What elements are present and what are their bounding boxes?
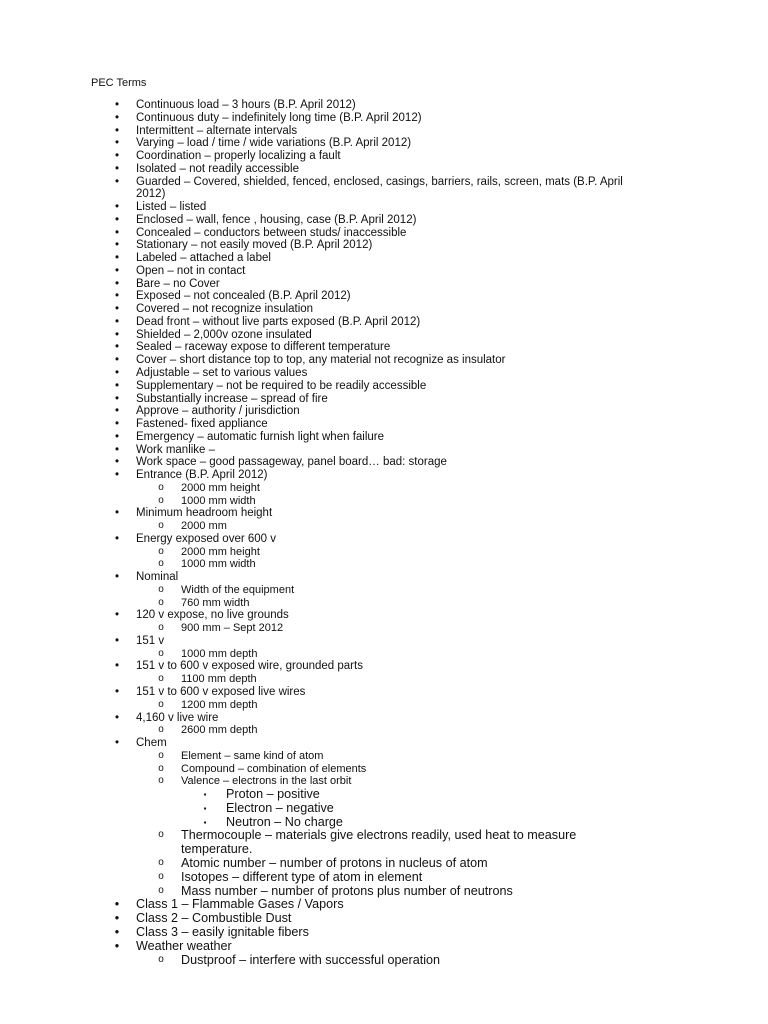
bullet-marker: • bbox=[114, 99, 120, 111]
bullet-marker: • bbox=[114, 367, 120, 379]
list-item-text: 151 v to 600 v exposed live wires bbox=[136, 686, 306, 698]
bullet-marker: • bbox=[114, 925, 120, 939]
sub-bullet-marker: o bbox=[158, 953, 164, 965]
bullet-marker: • bbox=[114, 456, 120, 469]
list-item-text: Proton – positive bbox=[226, 787, 320, 801]
list-item-text: Labeled – attached a label bbox=[136, 252, 271, 265]
sub-bullet-marker: o bbox=[158, 558, 164, 570]
list-item-text: Entrance (B.P. April 2012) bbox=[136, 469, 268, 481]
list-item-text: 151 v bbox=[136, 634, 165, 647]
bullet-marker: • bbox=[114, 609, 120, 622]
bullet-marker: • bbox=[114, 162, 120, 175]
list-item-text: Weather weather bbox=[136, 938, 232, 953]
sub-bullet-marker: o bbox=[158, 545, 164, 557]
list-item-text: Mass number – number of protons plus number of neutrons bbox=[181, 883, 513, 898]
list-item-text: 2012) bbox=[136, 188, 166, 201]
bullet-marker: • bbox=[114, 328, 120, 341]
bullet-marker: • bbox=[114, 175, 120, 188]
bullet-marker: • bbox=[114, 392, 120, 405]
square-bullet-marker: ▪ bbox=[203, 790, 207, 799]
list-item-text: Isolated – not readily accessible bbox=[136, 162, 300, 175]
sub-bullet-marker: o bbox=[158, 494, 164, 506]
list-item-text: Work space – good passageway, panel board… bad: storage bbox=[136, 456, 447, 469]
list-item-text: 1000 mm depth bbox=[181, 647, 258, 660]
list-item-text: Cover – short distance top to top, any material not recognize as insulator bbox=[136, 354, 506, 367]
list-item-text: Dead front – without live parts exposed (B.P. April 2012) bbox=[136, 315, 421, 328]
list-item-text: 1000 mm width bbox=[181, 494, 256, 507]
list-item-text: Continuous duty – indefinitely long time (B.P. April 2012) bbox=[136, 111, 422, 124]
sub-bullet-marker: o bbox=[158, 724, 164, 736]
list-item-text: Continuous load – 3 hours (B.P. April 2012) bbox=[136, 99, 356, 111]
list-item-text: 151 v to 600 v exposed wire, grounded parts bbox=[136, 660, 363, 673]
bullet-marker: • bbox=[114, 213, 120, 226]
bullet-marker: • bbox=[114, 137, 120, 150]
list-item-text: Guarded – Covered, shielded, fenced, enclosed, casings, barriers, rails, screen, mats (B.P. April bbox=[136, 175, 623, 188]
list-item-text: Element – same kind of atom bbox=[181, 749, 324, 762]
bullet-marker: • bbox=[114, 686, 120, 698]
bullet-marker: • bbox=[114, 239, 120, 252]
list-item-text: 900 mm – Sept 2012 bbox=[181, 622, 284, 635]
list-item-text: 4,160 v live wire bbox=[136, 711, 219, 724]
bullet-marker: • bbox=[114, 443, 120, 456]
list-item-text: Energy exposed over 600 v bbox=[136, 532, 277, 545]
sub-bullet-marker: o bbox=[158, 829, 164, 841]
list-item-text: 1100 mm depth bbox=[181, 673, 257, 686]
bullet-marker: • bbox=[114, 354, 120, 367]
list-item-text: Approve – authority / jurisdiction bbox=[136, 405, 300, 418]
bullet-marker: • bbox=[114, 111, 120, 124]
bullet-marker: • bbox=[114, 264, 120, 277]
sub-bullet-marker: o bbox=[158, 647, 164, 659]
list-item-text: 1200 mm depth bbox=[181, 698, 258, 711]
sub-bullet-marker: o bbox=[158, 520, 164, 532]
list-item-text: Neutron – No charge bbox=[226, 814, 343, 829]
list-item-text: 1000 mm width bbox=[181, 558, 256, 571]
document-title: PEC Terms bbox=[91, 77, 147, 89]
bullet-marker: • bbox=[114, 634, 120, 647]
list-item-text: Shielded – 2,000v ozone insulated bbox=[136, 328, 312, 341]
square-bullet-marker: ▪ bbox=[203, 803, 207, 813]
bullet-marker: • bbox=[114, 711, 120, 724]
list-item-text: Dustproof – interfere with successful operation bbox=[181, 952, 441, 967]
list-item-text: Chem bbox=[136, 737, 167, 749]
list-item-text: Intermittent – alternate intervals bbox=[136, 124, 298, 137]
bullet-marker: • bbox=[114, 418, 120, 430]
list-item-text: Bare – no Cover bbox=[136, 277, 220, 290]
list-item-text: Compound – combination of elements bbox=[181, 762, 367, 775]
sub-bullet-marker: o bbox=[158, 884, 164, 896]
list-item-text: Emergency – automatic furnish light when failure bbox=[136, 430, 385, 443]
list-item-text: Isotopes – different type of atom in element bbox=[181, 869, 423, 884]
list-item-text: Coordination – properly localizing a fault bbox=[136, 150, 341, 162]
list-item-text: Concealed – conductors between studs/ inaccessible bbox=[136, 226, 407, 239]
list-item-text: Class 2 – Combustible Dust bbox=[136, 911, 292, 926]
list-item-text: Supplementary – not be required to be readily accessible bbox=[136, 379, 427, 392]
bullet-marker: • bbox=[114, 252, 120, 265]
bullet-marker: • bbox=[114, 277, 120, 290]
list-item-text: Stationary – not easily moved (B.P. April 2012) bbox=[136, 239, 373, 252]
list-item-text: 760 mm width bbox=[181, 596, 250, 609]
sub-bullet-marker: o bbox=[158, 583, 164, 595]
list-item-text: Enclosed – wall, fence , housing, case (B.P. April 2012) bbox=[136, 213, 417, 226]
sub-bullet-marker: o bbox=[158, 596, 164, 608]
list-item-text: 2000 mm height bbox=[181, 545, 260, 558]
sub-bullet-marker: o bbox=[158, 775, 164, 787]
bullet-marker: • bbox=[114, 571, 120, 584]
list-item-text: Electron – negative bbox=[226, 800, 334, 815]
bullet-marker: • bbox=[114, 290, 120, 303]
list-item-text: 2600 mm depth bbox=[181, 724, 258, 737]
list-item-text: Listed – listed bbox=[136, 201, 207, 214]
bullet-marker: • bbox=[114, 938, 120, 953]
bullet-marker: • bbox=[114, 150, 120, 162]
list-item-text: Covered – not recognize insulation bbox=[136, 303, 314, 316]
bullet-marker: • bbox=[114, 341, 120, 354]
bullet-marker: • bbox=[114, 660, 120, 673]
list-item-text: Valence – electrons in the last orbit bbox=[181, 775, 352, 788]
list-item-text: Width of the equipment bbox=[181, 583, 295, 596]
bullet-marker: • bbox=[114, 303, 120, 316]
bullet-marker: • bbox=[114, 897, 120, 912]
list-item-text: Substantially increase – spread of fire bbox=[136, 392, 328, 405]
bullet-marker: • bbox=[114, 737, 120, 749]
bullet-marker: • bbox=[114, 911, 120, 926]
square-bullet-marker: ▪ bbox=[203, 817, 207, 827]
list-item-text: Exposed – not concealed (B.P. April 2012) bbox=[136, 290, 351, 303]
list-item-text: Class 1 – Flammable Gases / Vapors bbox=[136, 897, 344, 912]
bullet-marker: • bbox=[114, 507, 120, 520]
sub-bullet-marker: o bbox=[158, 749, 164, 761]
bullet-marker: • bbox=[114, 124, 120, 137]
bullet-marker: • bbox=[114, 532, 120, 545]
sub-bullet-marker: o bbox=[158, 762, 164, 774]
sub-bullet-marker: o bbox=[158, 698, 164, 710]
sub-bullet-marker: o bbox=[158, 857, 164, 868]
list-item-text: 2000 mm height bbox=[181, 481, 260, 494]
list-item-text: Open – not in contact bbox=[136, 264, 246, 277]
sub-bullet-marker: o bbox=[158, 870, 164, 882]
bullet-marker: • bbox=[114, 430, 120, 443]
list-item-text: Class 3 – easily ignitable fibers bbox=[136, 925, 309, 939]
list-item-text: Atomic number – number of protons in nucleus of atom bbox=[181, 856, 488, 870]
sub-bullet-marker: o bbox=[158, 622, 164, 634]
list-item-text: Fastened- fixed appliance bbox=[136, 418, 268, 430]
list-item-text: 120 v expose, no live grounds bbox=[136, 609, 289, 622]
bullet-marker: • bbox=[114, 315, 120, 328]
bullet-marker: • bbox=[114, 405, 120, 418]
list-item-text: Adjustable – set to various values bbox=[136, 367, 308, 379]
bullet-marker: • bbox=[114, 469, 120, 481]
list-item-text: 2000 mm bbox=[181, 520, 227, 533]
list-item-text: Thermocouple – materials give electrons readily, used heat to measure bbox=[181, 828, 577, 843]
list-item-text: Work manlike – bbox=[136, 443, 216, 456]
bullet-marker: • bbox=[114, 379, 120, 392]
list-item-text: Sealed – raceway expose to different temperature bbox=[136, 341, 391, 354]
sub-bullet-marker: o bbox=[158, 673, 164, 685]
list-item-text: Varying – load / time / wide variations (B.P. April 2012) bbox=[136, 137, 412, 150]
list-item-text: Minimum headroom height bbox=[136, 507, 273, 520]
bullet-marker: • bbox=[114, 226, 120, 239]
list-item-text: temperature. bbox=[181, 842, 253, 857]
bullet-marker: • bbox=[114, 201, 120, 214]
list-item-text: Nominal bbox=[136, 571, 179, 584]
sub-bullet-marker: o bbox=[158, 481, 164, 493]
